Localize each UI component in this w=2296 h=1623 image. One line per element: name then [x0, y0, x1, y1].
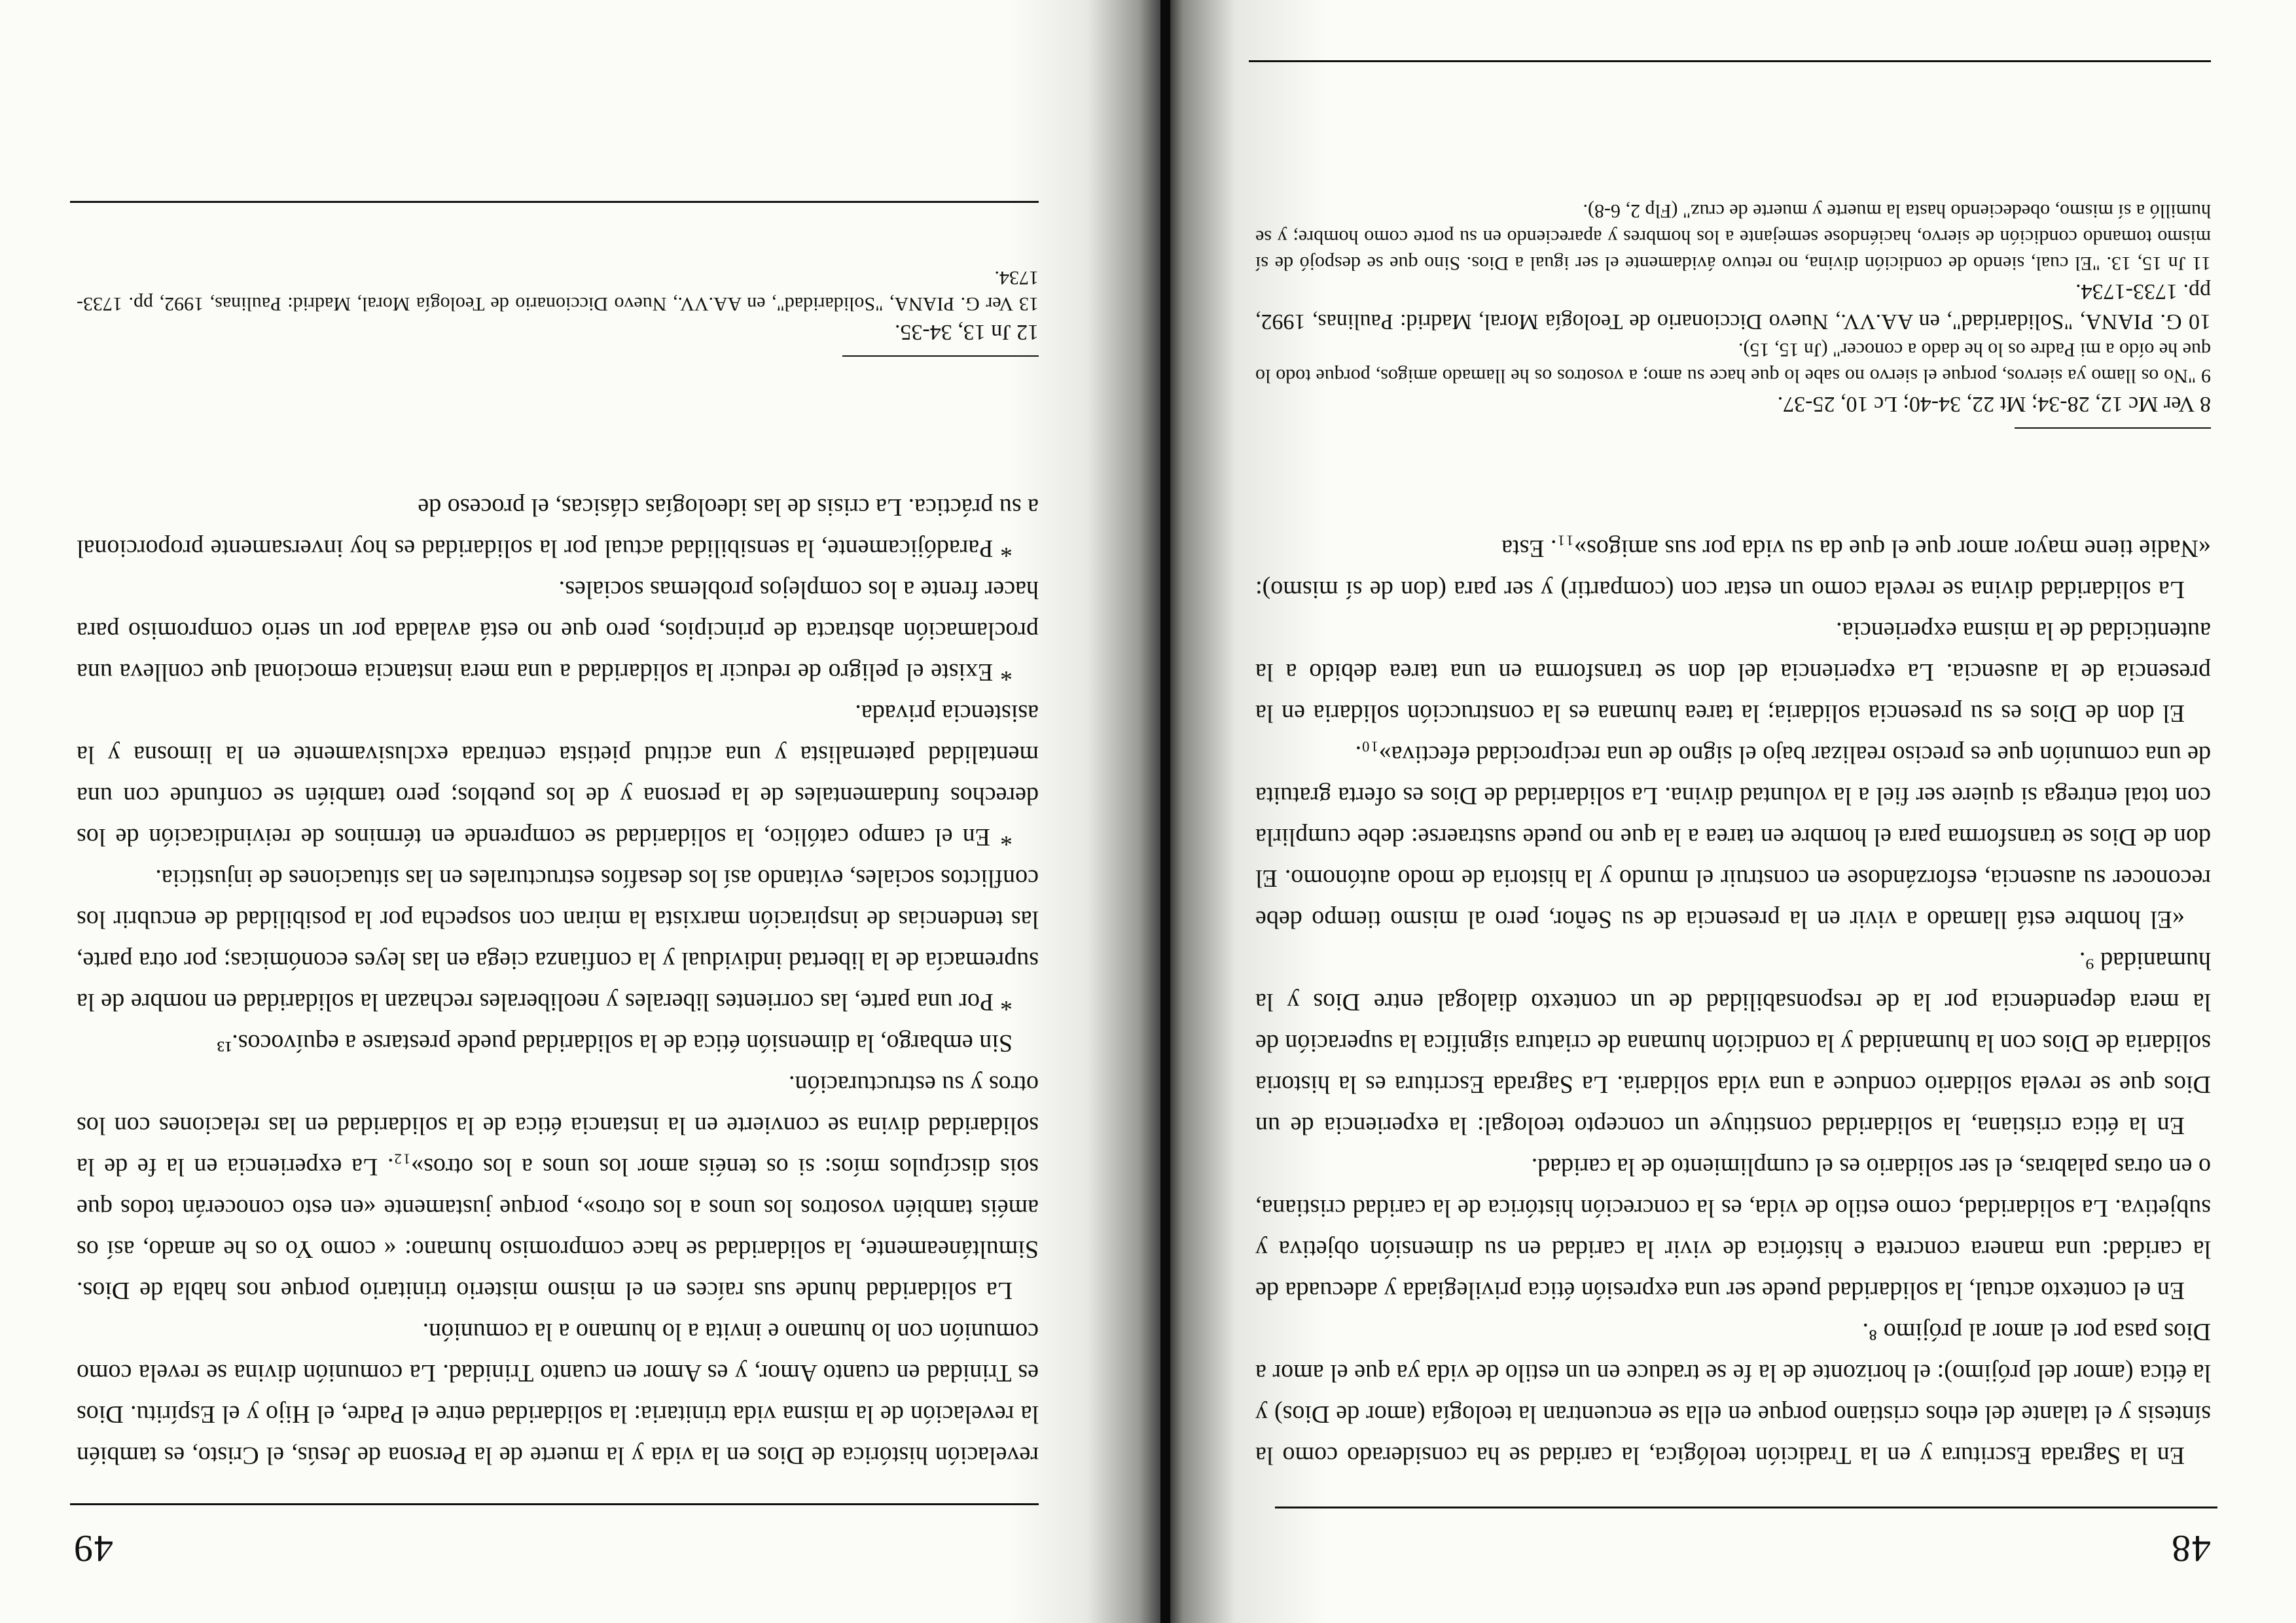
footer-rule — [1249, 60, 2211, 62]
paragraph: En la Sagrada Escritura y en la Tradición teológica, la caridad se ha considerado como la síntesis y el talante del ethos cristiano porque en ella se encuentran la teología (amor de Dios) y la ética (amor del prójimo): el horizonte de la fe se traduce en un estilo de vida ya que el amor a Dios pasa por el amor al prójimo ⁸. — [1255, 1318, 2211, 1469]
footnote-rule — [842, 355, 1039, 357]
bullet-item: * Paradójicamente, la sensibilidad actual por la solidaridad es hoy inversamente proporcional a su práctica. La crisis de las ideologías clásicas, el proceso de — [77, 493, 1039, 562]
footer-rule — [70, 201, 1039, 203]
page-48 — [1170, 0, 2296, 1623]
paragraph: En la ética cristiana, la solidaridad constituye un concepto teologal: la experiencia de un Dios que se revela solidario conduce a una vida solidaria. La Sagrada Escritura es la historia solidaria de Dios con la humanidad y la condición humana de criatura significa la superación de la mera dependencia por la de responsabilidad de un contexto dialogal entre Dios y la humanidad ⁹. — [1255, 947, 2211, 1139]
paragraph: La solidaridad hunde sus raíces en el mismo misterio trinitario porque nos habla de Dios. Simultáneamente, la solidaridad se hace compromiso humano: « como Yo os he amado, así os améis también vosotros los unos a los otros», porque justamente «en esto conocerán todos que sois discípulos míos: si os tenéis amor los unos a los otros»₁₂. La experiencia en la fe de la solidaridad divina se convierte en la instancia ética de la solidaridad en las relaciones con los otros y su estructuración. — [77, 1071, 1039, 1304]
header-rule — [1275, 1507, 2217, 1508]
page-number: 49 — [73, 1527, 113, 1570]
paragraph: revelación histórica de Dios en la vida y la muerte de la Persona de Jesús, el Cristo, es también la revelación de la misma vida trinitaria: la solidaridad entre el Padre, el Hijo y el Espíritu. Dios es Trinidad en cuanto Amor, y es Amor en cuanto Trinidad. La comunión divina se revela como comunión con lo humano e invita a lo humano a la comunión. — [77, 1318, 1039, 1469]
footnotes — [77, 264, 1039, 347]
footnote-rule — [2015, 427, 2211, 429]
footnote: 9 "No os llamo ya siervos, porque el siervo no sabe lo que hace su amo; a vosotros os he llamado amigos, porque todo lo que he oído a mi Padre os lo he dado a conocer" (Jn 15, 15). — [1255, 339, 2211, 387]
footnote: 8 Ver Mc 12, 28-34; Mt 22, 34-40; Lc 10, 25-37. — [1777, 392, 2211, 416]
paragraph: El don de Dios es su presencia solidaria; la tarea humana es la construcción solidaria en la presencia de la ausencia. La experiencia del don se transforma en una tarea debido a la autenticidad de la misma experiencia. — [1255, 617, 2211, 727]
page-number: 48 — [2170, 1527, 2211, 1570]
main-text — [1255, 527, 2211, 1476]
bullet-item: * En el campo católico, la solidaridad se comprende en términos de reivindicación de los derechos fundamentales de la persona y de los pueblos; pero también se confunde con una mentalidad paternalista y una actitud pietista centrada exclusivamente en la limosna y la asistencia privada. — [77, 700, 1039, 851]
bullet-item: * Existe el peligro de reducir la solidaridad a una mera instancia emocional que conlleva una proclamación abstracta de principios, pero que no está avalada por un serio compromiso para hacer frente a los complejos problemas sociales. — [77, 576, 1039, 686]
footnote: 13 Ver G. PIANA, "Solidaridad", en AA.VV., Nuevo Diccionario de Teología Moral, Madrid: Paulinas, 1992, pp. 1733-1734. — [77, 267, 1039, 315]
footnote: 11 Jn 15, 13. "El cual, siendo de condición divina, no retuvo ávidamente el ser igual a Dios. Sino que se despojó de sí mismo tomando condición de siervo, haciéndose semejante a los hombres y apareciendo en su porte como hombre; y se humilló a sí mismo, obedeciendo hasta la muerte y muerte de cruz" (Flp 2, 6-8). — [1255, 200, 2211, 274]
paragraph: En el contexto actual, la solidaridad puede ser una expresión ética privilegiada y adecuada de la caridad: una manera concreta e histórica de vivir la caridad en su dimensión objetiva y subjetiva. La solidaridad, como estilo de vida, es la concreción histórica de la caridad cristiana, o en otras palabras, el ser solidario es el cumplimiento de la caridad. — [1255, 1153, 2211, 1304]
footnote: 12 Jn 13, 34-35. — [894, 320, 1039, 344]
paragraph: La solidaridad divina se revela como un estar con (compartir) y ser para (don de sí mismo): «Nadie tiene mayor amor que el que da su vida por sus amigos»₁₁. Esta — [1255, 535, 2211, 603]
bullet-item: * Por una parte, las corrientes liberales y neoliberales rechazan la solidaridad en nombre de la supremacía de la libertad individual y la confianza ciega en las leyes económicas; por otra parte, las tendencias de inspiración marxista la miran con sospecha por la posibilidad de encubrir los conflictos sociales, evitando así los desafíos estructurales en las situaciones de injusticia. — [77, 865, 1039, 1016]
footnotes — [1255, 198, 2211, 419]
paragraph: Sin embargo, la dimensión ética de la solidaridad puede prestarse a equívocos.¹³ — [217, 1029, 1013, 1057]
paragraph: «El hombre está llamado a vivir en la presencia de su Señor, pero al mismo tiempo debe reconocer su ausencia, esforzándose en construir el mundo y la historia de modo autónomo. El don de Dios se transforma para el hombre en tarea a la que no puede sustraerse: debe cumplirla con total entrega si quiere ser fiel a la voluntad divina. La solidaridad de Dios es oferta gratuita de una comunión que es preciso realizar bajo el signo de una reciprocidad efectiva»₁₀. — [1255, 741, 2211, 933]
main-text — [77, 486, 1039, 1476]
header-rule — [70, 1503, 1039, 1505]
footnote: 10 G. PIANA, "Solidaridad", en AA.VV., Nuevo Diccionario de Teología Moral, Madrid: Paulinas, 1992, pp. 1733-1734. — [1255, 279, 2211, 334]
